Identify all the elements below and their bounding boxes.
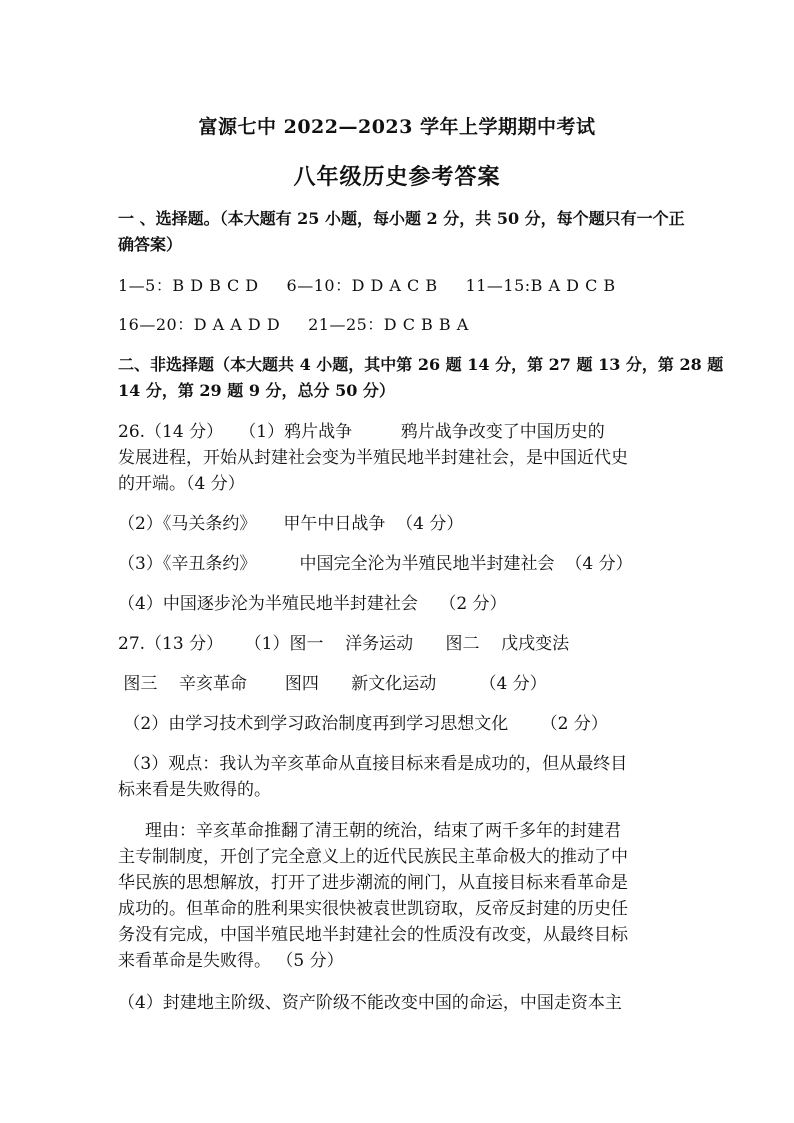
q26-line1: 26.（14 分） （1）鸦片战争 鸦片战争改变了中国历史的	[118, 422, 605, 442]
q27-line1: 27.（13 分） （1）图一 洋务运动 图二 戊戌变法	[118, 634, 570, 654]
exam-title: 富源七中 2022—2023 学年上学期期中考试	[198, 116, 596, 138]
q27-reason-line2: 主专制制度，开创了完全意义上的近代民族民主革命极大的推动了中	[118, 847, 628, 867]
q27-reason-line4: 成功的。但革命的胜利果实很快被袁世凯窃取，反帝反封建的历史任	[118, 899, 628, 919]
q27-part2: （2）由学习技术到学习政治制度再到学习思想文化 （2 分）	[118, 714, 608, 734]
q26-line3: 的开端。（4 分）	[118, 474, 245, 494]
section1-heading-line2: 确答案）	[118, 235, 183, 254]
mc-answers-row1: 1—5：B D B C D 6—10：D D A C B 11—15:B A D C B	[118, 276, 616, 295]
answer-key-title: 八年级历史参考答案	[293, 164, 501, 190]
q26-part4: （4）中国逐步沦为半殖民地半封建社会 （2 分）	[118, 594, 507, 614]
q27-reason-line3: 华民族的思想解放，打开了进步潮流的闸门，从直接目标来看革命是	[118, 873, 628, 893]
q26-part3: （3）《辛丑条约》 中国完全沦为半殖民地半封建社会 （4 分）	[118, 554, 633, 574]
q26-line2: 发展进程，开始从封建社会变为半殖民地半封建社会，是中国近代史	[118, 448, 628, 468]
q27-part4-line1: （4）封建地主阶级、资产阶级不能改变中国的命运，中国走资本主	[118, 993, 622, 1013]
q27-reason-line5: 务没有完成，中国半殖民地半封建社会的性质没有改变，从最终目标	[118, 925, 628, 945]
q27-part3-line1: （3）观点：我认为辛亥革命从直接目标来看是成功的，但从最终目	[118, 754, 628, 774]
q27-reason-line6: 来看革命是失败得。 （5 分）	[118, 951, 344, 971]
mc-answers-row2: 16—20：D A A D D 21—25：D C B B A	[118, 315, 469, 334]
section2-heading-line1: 二、非选择题（本大题共 4 小题，其中第 26 题 14 分，第 27 题 13 分，第 28 题	[118, 355, 724, 374]
q27-line2: 图三 辛亥革命 图四 新文化运动 （4 分）	[118, 674, 547, 694]
q27-part3-line2: 标来看是失败得的。	[118, 780, 271, 800]
q26-part2: （2）《马关条约》 甲午中日战争 （4 分）	[118, 514, 464, 534]
q27-reason-line1: 理由：辛亥革命推翻了清王朝的统治，结束了两千多年的封建君	[118, 821, 622, 841]
section2-heading-line2: 14 分，第 29 题 9 分，总分 50 分）	[118, 381, 395, 400]
section1-heading-line1: 一 、选择题。（本大题有 25 小题，每小题 2 分，共 50 分，每个题只有一个正	[118, 209, 685, 228]
